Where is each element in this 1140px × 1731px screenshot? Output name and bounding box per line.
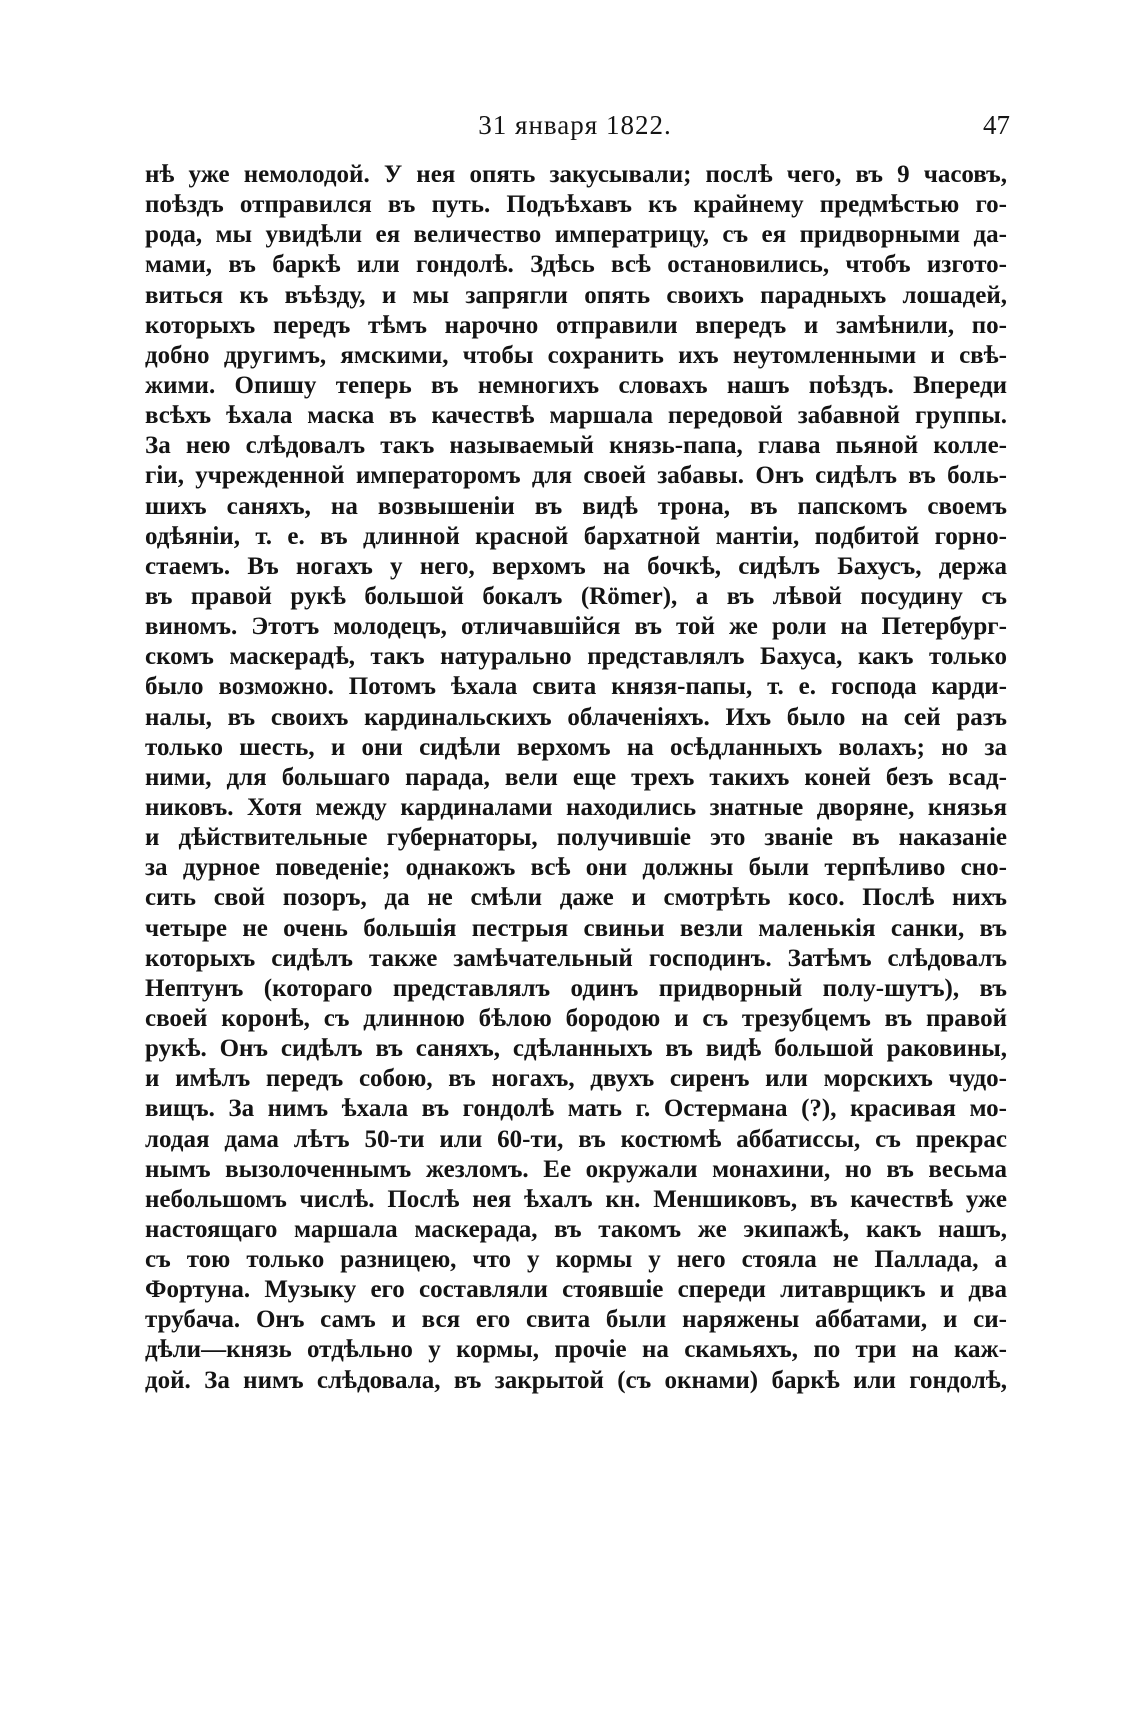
text-line: виномъ. Этотъ молодецъ, отличавшійся въ той же роли на Петербург- [145, 613, 1007, 641]
running-title: 31 января 1822. [478, 110, 672, 140]
body-text [145, 160, 1007, 1396]
text-line: и дѣйствительные губернаторы, получившіе это званіе въ наказаніе [145, 824, 1007, 852]
text-line: рукѣ. Онъ сидѣлъ въ саняхъ, сдѣланныхъ въ видѣ большой раковины, [145, 1035, 1007, 1063]
text-line: только шесть, и они сидѣли верхомъ на осѣдланныхъ волахъ; но за [145, 733, 1007, 761]
text-line: четыре не очень большія пестрыя свиньи везли маленькія санки, въ [145, 914, 1007, 942]
text-line: всѣхъ ѣхала маска въ качествѣ маршала передовой забавной группы. [145, 402, 1007, 430]
text-line: мами, въ баркѣ или гондолѣ. Здѣсь всѣ остановились, чтобъ изгото- [145, 251, 1007, 279]
text-line: жими. Опишу теперь въ немногихъ словахъ нашъ поѣздъ. Впереди [145, 371, 1007, 399]
text-line: скомъ маскерадѣ, такъ натурально представлялъ Бахуса, какъ только [145, 643, 1007, 671]
text-line: лодая дама лѣтъ 50-ти или 60-ти, въ костюмѣ аббатиссы, съ прекрас [145, 1125, 1007, 1153]
text-line: въ правой рукѣ большой бокалъ (Römer), а въ лѣвой посудину съ [145, 582, 1007, 610]
text-line: рода, мы увидѣли ея величество императрицу, съ ея придворными да- [145, 221, 1007, 249]
text-line: небольшомъ числѣ. Послѣ нея ѣхалъ кн. Меншиковъ, въ качествѣ уже [145, 1185, 1007, 1213]
text-line: было возможно. Потомъ ѣхала свита князя-папы, т. е. господа карди- [145, 673, 1007, 701]
text-line: добно другимъ, ямскими, чтобы сохранить ихъ неутомленными и свѣ- [145, 341, 1007, 369]
text-line: За нею слѣдовалъ такъ называемый князь-папа, глава пьяной колле- [145, 432, 1007, 460]
text-line: гіи, учрежденной императоромъ для своей забавы. Онъ сидѣлъ въ боль- [145, 462, 1007, 490]
text-line: за дурное поведеніе; однакожъ всѣ они должны были терпѣливо сно- [145, 854, 1007, 882]
text-line: трубача. Онъ самъ и вся его свита были наряжены аббатами, и си- [145, 1306, 1007, 1334]
text-line: стаемъ. Въ ногахъ у него, верхомъ на бочкѣ, сидѣлъ Бахусъ, держа [145, 552, 1007, 580]
page-number: 47 [983, 110, 1010, 140]
text-line: Фортуна. Музыку его составляли стоявшіе спереди литаврщикъ и два [145, 1276, 1007, 1304]
text-line: дой. За нимъ слѣдовала, въ закрытой (съ окнами) баркѣ или гондолѣ, [145, 1366, 1007, 1394]
text-line: налы, въ своихъ кардинальскихъ облаченіяхъ. Ихъ было на сей разъ [145, 703, 1007, 731]
text-line: дѣли—князь отдѣльно у кормы, прочіе на скамьяхъ, по три на каж- [145, 1336, 1007, 1364]
running-head [140, 110, 1010, 150]
text-line: нѣ уже немолодой. У нея опять закусывали; послѣ чего, въ 9 часовъ, [145, 161, 1007, 188]
text-line: которыхъ передъ тѣмъ нарочно отправили впередъ и замѣнили, по- [145, 311, 1007, 339]
text-line: нымъ вызолоченнымъ жезломъ. Ее окружали монахини, но въ весьма [145, 1155, 1007, 1183]
text-line: виться къ въѣзду, и мы запрягли опять своихъ парадныхъ лошадей, [145, 281, 1007, 309]
text-line: своей коронѣ, съ длинною бѣлою бородою и съ трезубцемъ въ правой [145, 1004, 1007, 1032]
text-line: съ тою только разницею, что у кормы у него стояла не Паллада, а [145, 1246, 1007, 1274]
text-line: сить свой позоръ, да не смѣли даже и смотрѣть косо. Послѣ нихъ [145, 884, 1007, 912]
text-line: никовъ. Хотя между кардиналами находились знатные дворяне, князья [145, 793, 1007, 821]
text-line: которыхъ сидѣлъ также замѣчательный господинъ. Затѣмъ слѣдовалъ [145, 944, 1007, 972]
text-line: одѣяніи, т. е. въ длинной красной бархатной мантіи, подбитой горно- [145, 522, 1007, 550]
text-line: и имѣлъ передъ собою, въ ногахъ, двухъ сиренъ или морскихъ чудо- [145, 1065, 1007, 1093]
text-line: шихъ саняхъ, на возвышеніи въ видѣ трона, въ папскомъ своемъ [145, 492, 1007, 520]
text-line: ними, для большаго парада, вели еще трехъ такихъ коней безъ всад- [145, 763, 1007, 791]
text-line: настоящаго маршала маскерада, въ такомъ же экипажѣ, какъ нашъ, [145, 1215, 1007, 1243]
text-line: поѣздъ отправился въ путь. Подъѣхавъ къ крайнему предмѣстью го- [145, 191, 1007, 219]
text-line: вищъ. За нимъ ѣхала въ гондолѣ мать г. Остермана (?), красивая мо- [145, 1095, 1007, 1123]
text-line: Нептунъ (котораго представлялъ одинъ придворный полу-шутъ), въ [145, 974, 1007, 1002]
